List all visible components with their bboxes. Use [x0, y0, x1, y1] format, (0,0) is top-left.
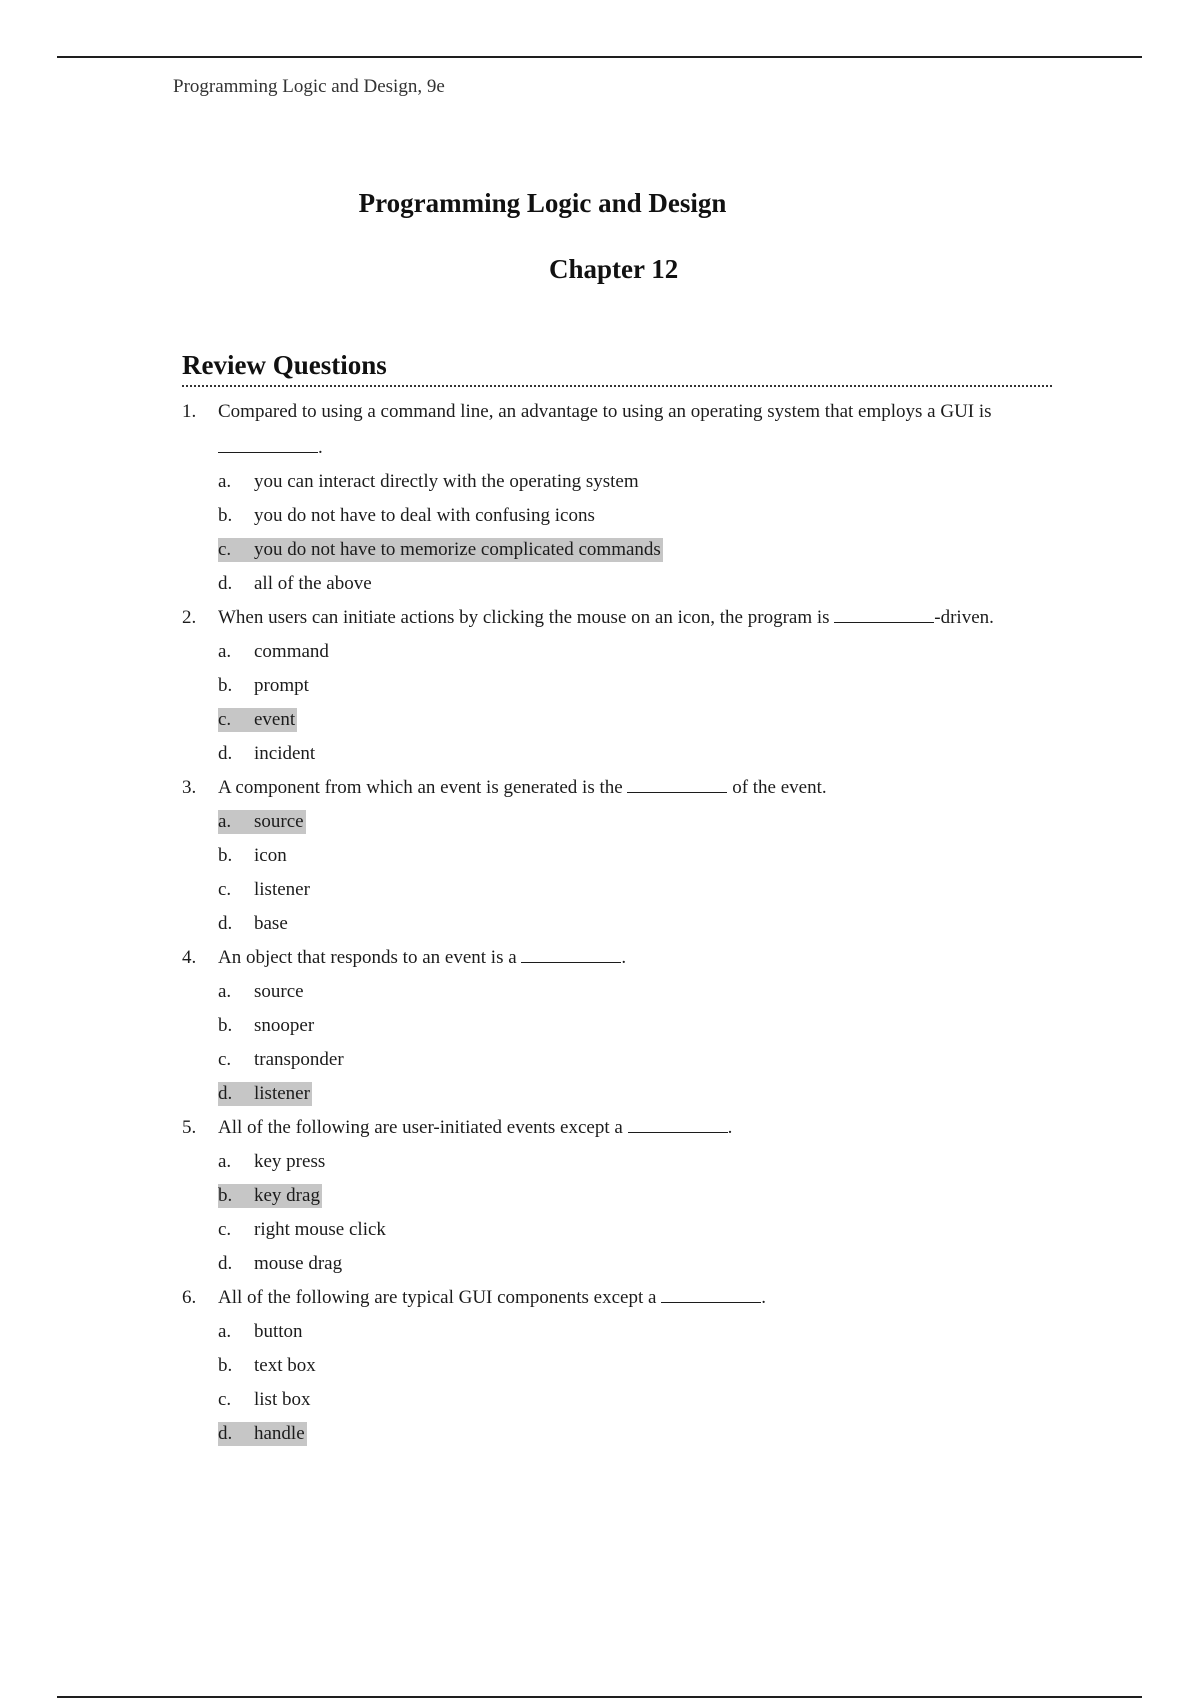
option-letter: d. [218, 1253, 233, 1274]
chapter-heading: Chapter 12 [549, 254, 679, 284]
answer-blank [661, 1286, 761, 1303]
option-letter: d. [218, 743, 233, 764]
answer-option [218, 572, 1062, 596]
answer-choice [218, 878, 312, 902]
option-text: right mouse click [254, 1219, 386, 1240]
option-letter: b. [218, 1185, 233, 1206]
answer-option [218, 878, 1062, 902]
highlighted-answer [218, 708, 297, 732]
option-letter: c. [218, 539, 232, 560]
option-text: handle [254, 1423, 305, 1444]
question-text-after-blank: . [318, 437, 323, 458]
answer-choice [218, 1218, 388, 1242]
answer-option [218, 810, 1062, 834]
answer-choice [218, 640, 331, 664]
option-text: prompt [254, 675, 309, 696]
option-text: listener [254, 1083, 310, 1104]
question-number: 5. [182, 1117, 197, 1138]
question-text-after-blank: . [727, 1117, 733, 1138]
option-text: all of the above [254, 573, 372, 594]
option-letter: a. [218, 811, 232, 832]
option-text: key press [254, 1151, 326, 1172]
question-text [218, 946, 1062, 970]
option-text: source [254, 981, 304, 1002]
answer-option [218, 980, 1062, 1004]
option-letter: c. [218, 709, 232, 730]
option-letter: a. [218, 981, 232, 1002]
answer-blank [628, 1116, 728, 1133]
question-number: 6. [182, 1287, 197, 1308]
answer-option [218, 1218, 1062, 1242]
option-text: text box [254, 1355, 316, 1376]
option-letter: d. [218, 1423, 233, 1444]
option-text: button [254, 1321, 303, 1342]
answer-blank [521, 946, 621, 963]
question-text-before-blank: All of the following are user-initiated events except a [218, 1117, 623, 1138]
highlighted-answer [218, 1184, 322, 1208]
highlighted-answer [218, 538, 663, 562]
question-text-before-blank: When users can initiate actions by clicking the mouse on an icon, the program is [218, 607, 830, 628]
option-text: source [254, 811, 304, 832]
answer-options [218, 1320, 1062, 1446]
option-letter: a. [218, 1151, 232, 1172]
option-letter: d. [218, 1083, 233, 1104]
question-text [218, 606, 1062, 630]
answer-choice [218, 1320, 305, 1344]
bottom-rule [57, 1696, 1142, 1698]
answer-choice [218, 674, 311, 698]
answer-blank [834, 606, 934, 623]
option-text: you do not have to deal with confusing icons [254, 505, 595, 526]
section-divider [182, 385, 1052, 387]
option-letter: c. [218, 1219, 232, 1240]
answer-option [218, 1048, 1062, 1072]
answer-option [218, 1184, 1062, 1208]
option-letter: b. [218, 1355, 233, 1376]
answer-choice [218, 1048, 346, 1072]
option-letter: b. [218, 675, 233, 696]
answer-option [218, 1150, 1062, 1174]
answer-choice [218, 1014, 316, 1038]
option-text: incident [254, 743, 316, 764]
answer-option [218, 640, 1062, 664]
answer-option [218, 1082, 1062, 1106]
option-letter: a. [218, 1321, 232, 1342]
answer-choice [218, 844, 289, 868]
question-number: 2. [182, 607, 197, 628]
answer-option [218, 504, 1062, 528]
top-rule [57, 56, 1142, 58]
answer-option [218, 1354, 1062, 1378]
question-text [218, 776, 1062, 800]
highlighted-answer [218, 1082, 312, 1106]
option-letter: a. [218, 471, 232, 492]
question-stem [182, 400, 1062, 460]
highlighted-answer [218, 1422, 307, 1446]
option-letter: d. [218, 913, 233, 934]
answer-choice [218, 1354, 318, 1378]
document-title: Programming Logic and Design [358, 188, 727, 218]
question-text [218, 400, 1062, 460]
answer-choice [218, 1388, 312, 1412]
question-text-after-blank: of the event. [732, 777, 827, 798]
answer-options [218, 810, 1062, 936]
answer-options [218, 470, 1062, 596]
option-text: transponder [254, 1049, 344, 1070]
question-text-before-blank: A component from which an event is generated is the [218, 777, 623, 798]
answer-options [218, 640, 1062, 766]
answer-option [218, 1422, 1062, 1446]
option-letter: b. [218, 505, 233, 526]
option-text: you can interact directly with the operating system [254, 471, 639, 492]
question-stem [182, 946, 1062, 970]
question-item [182, 776, 1062, 936]
answer-choice [218, 504, 597, 528]
option-letter: c. [218, 879, 232, 900]
answer-options [218, 1150, 1062, 1276]
question-text-before-blank: Compared to using a command line, an advantage to using an operating system that employs a GUI is [218, 401, 992, 422]
question-text-before-blank: An object that responds to an event is a [218, 947, 517, 968]
question-item [182, 400, 1062, 596]
option-letter: a. [218, 641, 232, 662]
option-text: event [254, 709, 296, 730]
answer-option [218, 708, 1062, 732]
highlighted-answer [218, 810, 306, 834]
answer-choice [218, 1252, 344, 1276]
answer-option [218, 912, 1062, 936]
answer-option [218, 538, 1062, 562]
running-header: Programming Logic and Design, 9e [173, 76, 445, 97]
option-text: snooper [254, 1015, 315, 1036]
question-text-before-blank: All of the following are typical GUI components except a [218, 1287, 657, 1308]
answer-option [218, 1388, 1062, 1412]
question-item [182, 1116, 1062, 1276]
answer-option [218, 844, 1062, 868]
question-item [182, 946, 1062, 1106]
question-number: 3. [182, 777, 197, 798]
answer-choice [218, 470, 641, 494]
option-text: listener [254, 879, 310, 900]
answer-option [218, 1014, 1062, 1038]
option-text: mouse drag [254, 1253, 343, 1274]
option-text: base [254, 913, 288, 934]
question-item [182, 606, 1062, 766]
answer-choice [218, 1150, 327, 1174]
question-text-after-blank: . [621, 947, 627, 968]
answer-choice [218, 980, 306, 1004]
option-text: icon [254, 845, 287, 866]
answer-option [218, 674, 1062, 698]
question-stem [182, 1116, 1062, 1140]
option-text: key drag [254, 1185, 320, 1206]
answer-option [218, 1320, 1062, 1344]
answer-choice [218, 912, 290, 936]
option-letter: b. [218, 845, 233, 866]
question-item [182, 1286, 1062, 1446]
question-text [218, 1286, 1062, 1310]
question-number: 1. [182, 401, 197, 422]
answer-blank [218, 436, 318, 453]
option-text: list box [254, 1389, 311, 1410]
question-number: 4. [182, 947, 197, 968]
answer-options [218, 980, 1062, 1106]
question-text-after-blank: -driven. [934, 607, 994, 628]
option-text: you do not have to memorize complicated commands [254, 539, 661, 560]
option-letter: c. [218, 1049, 232, 1070]
question-stem [182, 776, 1062, 800]
option-letter: b. [218, 1015, 233, 1036]
question-stem [182, 1286, 1062, 1310]
answer-option [218, 742, 1062, 766]
question-text-after-blank: . [761, 1287, 766, 1308]
option-letter: d. [218, 573, 233, 594]
answer-blank [627, 776, 727, 793]
section-heading: Review Questions [182, 350, 387, 380]
answer-option [218, 470, 1062, 494]
question-stem [182, 606, 1062, 630]
option-letter: c. [218, 1389, 232, 1410]
answer-choice [218, 742, 317, 766]
answer-option [218, 1252, 1062, 1276]
question-list [182, 400, 1062, 1456]
answer-choice [218, 572, 374, 596]
option-text: command [254, 641, 329, 662]
question-text [218, 1116, 1062, 1140]
